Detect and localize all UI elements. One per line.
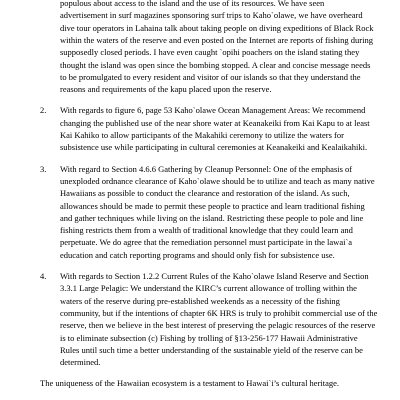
text-line: perpetuate. We do agree that the remediation personnel must participate in the lawai`a xyxy=(60,237,353,248)
text-line: to be promulgated to every resident and visitor of our islands so that they understand the xyxy=(60,71,361,82)
text-line: With regards to figure 6, page 53 Kaho`olawe Ocean Management Areas: We recommend xyxy=(60,105,366,116)
text-line: unexploded ordnance clearance of Kaho`olawe should be to utilize and teach as many native xyxy=(60,175,375,186)
text-line: allowances should be made to permit these people to practice and learn traditional fishing xyxy=(60,200,365,211)
text-line: is to eliminate subsection (c) Fishing by trolling of §13-256-177 Hawaii Administrative xyxy=(60,332,358,343)
text-line: fishing restricts them from a wealth of traditional knowledge that they could learn and xyxy=(60,225,353,236)
text-line: reserve, then we believe in the best interest of preserving the pelagic resources of the reserve xyxy=(60,320,376,331)
closing-line: The uniqueness of the Hawaiian ecosystem is a testament to Hawai`i’s cultural heritage. xyxy=(40,378,340,389)
text-line: With regard to Section 4.6.6 Gathering by Cleanup Personnel: One of the emphasis of xyxy=(60,163,353,174)
text-line: 3.3.1 Large Pelagic: We understand the KIRC’s current allowance of trolling within the xyxy=(60,283,357,294)
text-line: within the waters of the reserve and even posted on the Internet are reports of fishing during xyxy=(60,34,373,45)
text-line: waters of the reserve during pre-established weekends as a necessity of the fishing xyxy=(60,295,340,306)
text-line: dive tour operators in Lahaina talk about taking people on diving expeditions of Black Rock xyxy=(60,22,374,33)
list-item-number: 4. xyxy=(40,271,47,281)
text-line: Rules until such time a better understanding of the sustainable yield of the reserve can be xyxy=(60,344,363,355)
text-line: education and catch reporting programs and should only fish for subsistence use. xyxy=(60,249,335,260)
text-line: Kai Kahiko to allow participants of the Makahiki ceremony to utilize the waters for xyxy=(60,130,344,140)
text-line: With regards to Section 1.2.2 Current Rules of the Kaho`olawe Island Reserve and Section xyxy=(60,271,369,281)
text-line: and gather techniques while living on the island. Restricting these people to pole and line xyxy=(60,212,364,223)
list-item-number: 3. xyxy=(40,163,47,174)
text-line: Hawaiians as possible to conduct the clearance and restoration of the island. As such, xyxy=(60,188,350,199)
text-line: thought the island was open since the bombing stopped. A clear and concise message needs xyxy=(60,59,371,70)
text-line: advertisement in surf magazines sponsoring surf trips to Kaho`olawe, we have overheard xyxy=(60,10,363,21)
text-line: supposedly closed periods. I have even caught `opihi poachers on the island stating they xyxy=(60,47,360,58)
list-item-number: 2. xyxy=(40,105,47,116)
text-line: populous about access to the island and the use of its resources. We have seen xyxy=(60,0,325,8)
text-line: reasons and requirements of the kapu placed upon the reserve. xyxy=(60,84,272,95)
text-line: community, but if the intentions of chapter 6K HRS is truly to prohibit commercial use of the xyxy=(60,307,378,318)
text-line: changing the published use of the near shore water at Keanakeiki from Kai Kapu to at least xyxy=(60,117,370,128)
text-line: subsistence use while participating in cultural ceremonies at Keanakeiki and Kealaikahiki. xyxy=(60,142,368,153)
text-line: determined. xyxy=(60,357,101,368)
